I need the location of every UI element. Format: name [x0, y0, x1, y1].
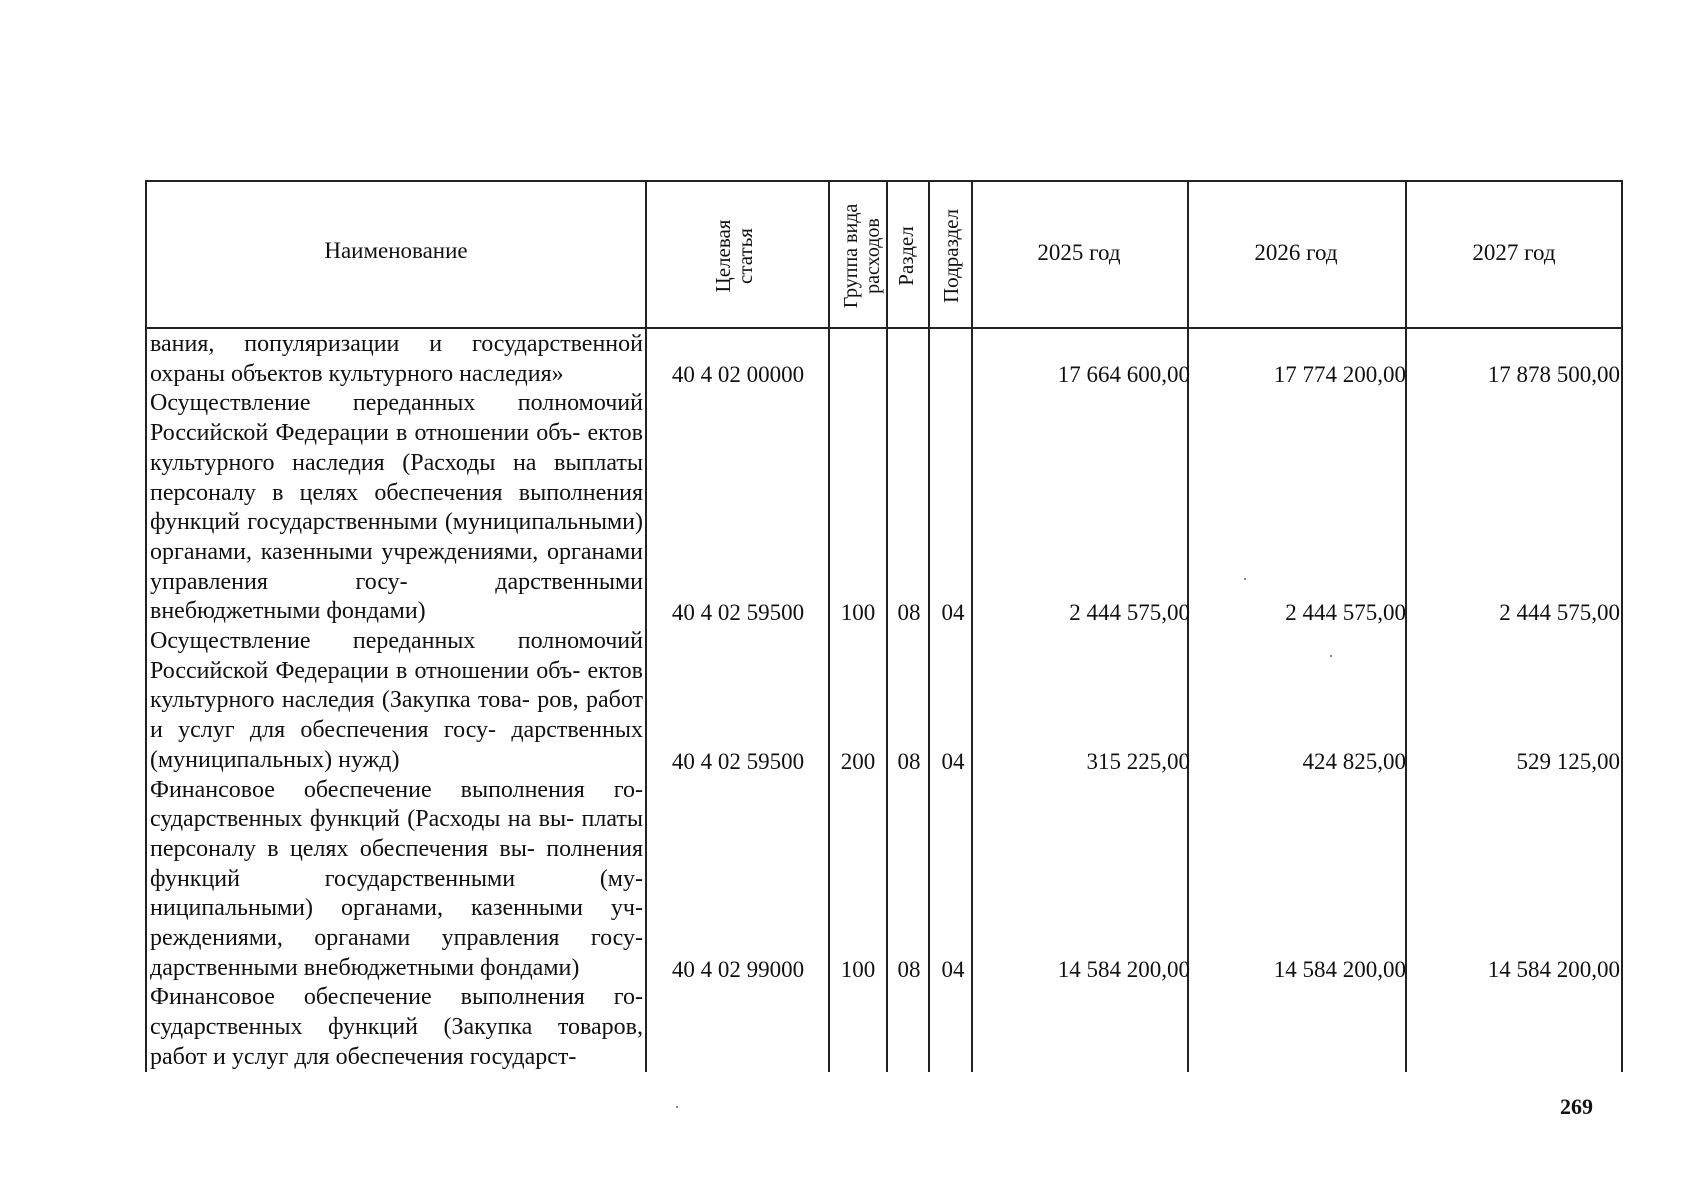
header-year-2026: 2026 год — [1254, 240, 1338, 265]
row-subsection: 04 — [941, 749, 965, 774]
row-code: 40 4 02 99000 — [671, 957, 805, 982]
header-target-line1: Целевая — [711, 219, 735, 293]
row-group: 100 — [840, 957, 876, 982]
header-target-line2: статья — [733, 228, 757, 284]
row-section: 08 — [897, 749, 921, 774]
row-subsection: 04 — [941, 600, 965, 625]
header-name: Наименование — [324, 238, 468, 263]
row-description: Финансовое обеспечение выполнения го- сударственных функций (Расходы на вы- платы персоналу в целях обеспечения вы- полнения функций государственными (му- ниципальными) органами, казенными уч- реждениями, органами управления госу- дарственными внебюджетными фондами) — [150, 776, 643, 981]
header-year-2027: 2027 год — [1472, 240, 1556, 265]
row-description: Осуществление переданных полномочий Российской Федерации в отношении объ- ектов культурного наследия (Закупка това- ров, работ и услуг для обеспечения госу- дарственных (муниципальных) нужд) — [150, 628, 643, 773]
header-year-2025: 2025 год — [1037, 240, 1121, 265]
row-value-2026: 14 584 200,00 — [1273, 957, 1406, 982]
row-group: 200 — [840, 749, 876, 774]
row-value-2026: 2 444 575,00 — [1285, 600, 1406, 625]
row-description: Осуществление переданных полномочий Российской Федерации в отношении объ- ектов культурного наследия (Расходы на выплаты персоналу в целях обеспечения выполнения функций государственными (муниципальными) органами, казенными учреждениями, органами управления госу- дарственными внебюджетными фондами) — [150, 390, 643, 625]
page-number: 269 — [1560, 1094, 1593, 1119]
row-value-2025: 17 664 600,00 — [1057, 362, 1190, 387]
header-target-article — [712, 186, 762, 326]
scan-speck — [676, 1106, 678, 1108]
row-code: 40 4 02 59500 — [671, 749, 805, 774]
header-group-line1: Группа вида — [840, 203, 862, 309]
row-value-2025: 315 225,00 — [1086, 749, 1190, 774]
column-divider — [645, 180, 647, 1072]
row-description: вания, популяризации и государственной охраны объектов культурного наследия» — [150, 331, 643, 387]
scan-speck — [1244, 578, 1246, 580]
row-section: 08 — [897, 957, 921, 982]
row-code: 40 4 02 00000 — [671, 362, 805, 387]
row-code: 40 4 02 59500 — [671, 600, 805, 625]
row-value-2026: 17 774 200,00 — [1273, 362, 1406, 387]
header-section: Раздел — [894, 226, 918, 286]
row-section: 08 — [897, 600, 921, 625]
table-left-border — [145, 180, 147, 1072]
row-value-2027: 17 878 500,00 — [1487, 362, 1620, 387]
table-right-border — [1621, 180, 1623, 1072]
header-subsection: Подраздел — [939, 209, 963, 303]
row-description: Финансовое обеспечение выполнения го- сударственных функций (Закупка товаров, работ и услуг для обеспечения государст- — [150, 984, 643, 1070]
row-value-2027: 529 125,00 — [1516, 749, 1620, 774]
row-value-2027: 2 444 575,00 — [1499, 600, 1620, 625]
row-value-2027: 14 584 200,00 — [1487, 957, 1620, 982]
description-column — [150, 330, 643, 1073]
table-top-border — [145, 180, 1623, 182]
row-value-2025: 2 444 575,00 — [1069, 600, 1190, 625]
header-separator — [145, 327, 1623, 329]
row-subsection: 04 — [941, 957, 965, 982]
scan-speck — [1330, 655, 1332, 657]
row-value-2026: 424 825,00 — [1302, 749, 1406, 774]
row-value-2025: 14 584 200,00 — [1057, 957, 1190, 982]
header-expense-group — [840, 186, 886, 326]
header-group-line2: расходов — [862, 218, 884, 294]
row-group: 100 — [840, 600, 876, 625]
